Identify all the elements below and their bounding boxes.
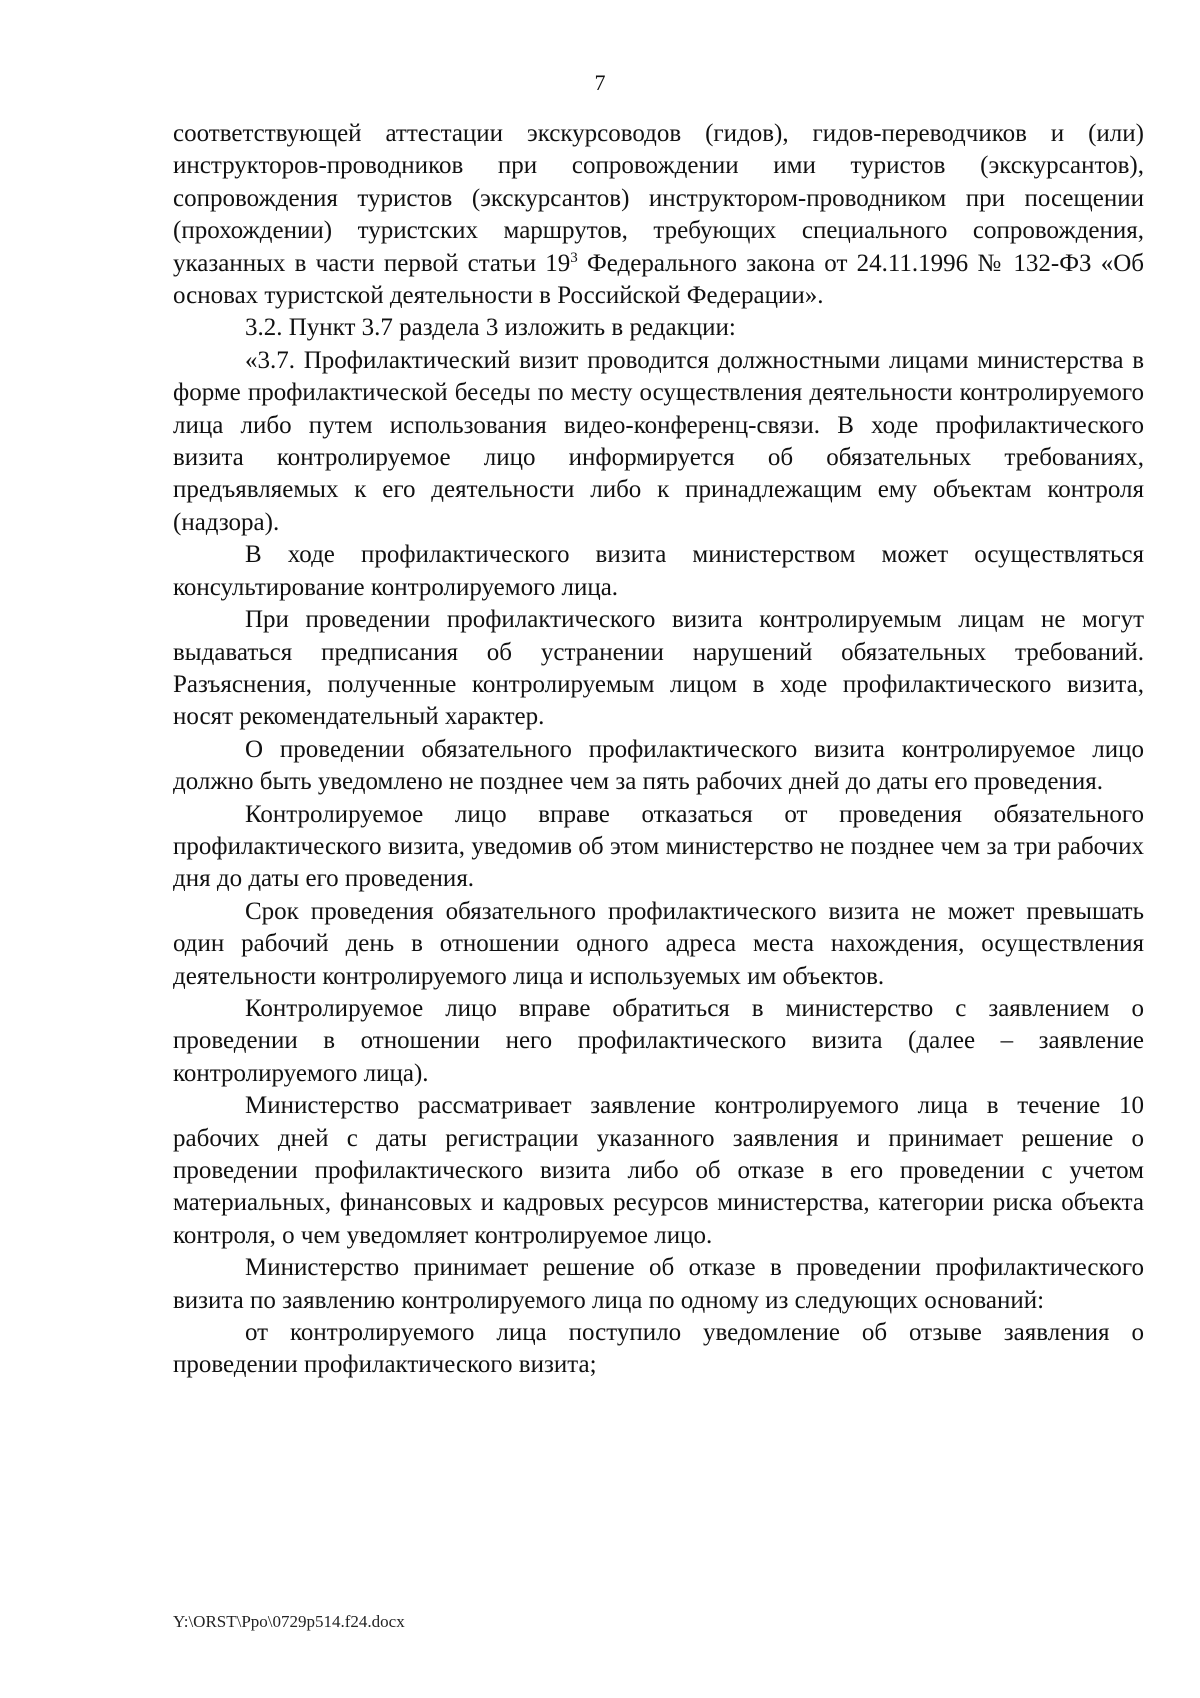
paragraph: О проведении обязательного профилактического визита контролируемое лицо должно быть уведомлено не позднее чем за пять рабочих дней до даты его проведения. bbox=[173, 735, 1144, 796]
paragraph: При проведении профилактического визита контролируемым лицам не могут выдаваться предписания об устранении нарушений обязательных требований. Разъяснения, полученные контролируемым лицом в ходе профилактического визита, носят рекомендательный характер. bbox=[173, 606, 1144, 731]
footer-file-path: Y:\ORST\Ppo\0729p514.f24.docx bbox=[173, 1612, 405, 1631]
paragraph: Министерство принимает решение об отказе в проведении профилактического визита по заявлению контролируемого лица по одному из следующих оснований: bbox=[173, 1254, 1144, 1314]
paragraph-text: Федерального закона от 24.11.1996 № 132-ФЗ «Об основах туристской деятельности в Российской Федерации». bbox=[173, 249, 1144, 310]
paragraph-text: соответствующей аттестации экскурсоводов (гидов), гидов-переводчиков и (или) инструкторов-проводников при сопровождении ими туристов (экскурсантов), сопровождения туристов (экскурсантов) инструктором-проводником при посещении (прохождении) туристских маршрутов, требующих специального сопровождения, указанных в части первой статьи 19 bbox=[173, 120, 1144, 277]
page-number: 7 bbox=[594, 70, 606, 95]
paragraph: Министерство рассматривает заявление контролируемого лица в течение 10 рабочих дней с даты регистрации указанного заявления и принимает решение о проведении профилактического визита либо об отказе в его проведении с учетом материальных, финансовых и кадровых ресурсов министерства, категории риска объекта контроля, о чем уведомляет контролируемое лицо. bbox=[173, 1092, 1144, 1249]
paragraph: Контролируемое лицо вправе обратиться в министерство с заявлением о проведении в отношении него профилактического визита (далее – заявление контролируемого лица). bbox=[173, 994, 1144, 1087]
document-body bbox=[173, 118, 1144, 1382]
paragraph: Контролируемое лицо вправе отказаться от проведения обязательного профилактического визита, уведомив об этом министерство не позднее чем за три рабочих дня до даты его проведения. bbox=[173, 800, 1144, 893]
paragraph: В ходе профилактического визита министерством может осуществляться консультирование контролируемого лица. bbox=[173, 541, 1144, 601]
amendment-heading: 3.2. Пункт 3.7 раздела 3 изложить в редакции: bbox=[245, 314, 736, 342]
paragraph: Срок проведения обязательного профилактического визита не может превышать один рабочий день в отношении одного адреса места нахождения, осуществления деятельности контролируемого лица и используемых им объектов. bbox=[173, 897, 1144, 990]
paragraph: от контролируемого лица поступило уведомление об отзыве заявления о проведении профилактического визита; bbox=[173, 1319, 1144, 1379]
superscript-article-index: 3 bbox=[570, 249, 578, 266]
paragraph-continuation bbox=[173, 118, 1144, 312]
paragraph: «3.7. Профилактический визит проводится должностными лицами министерства в форме профилактической беседы по месту осуществления деятельности контролируемого лица либо путем использования видео-конференц-связи. В ходе профилактического визита контролируемое лицо информируется об обязательных требованиях, предъявляемых к его деятельности либо к принадлежащим ему объектам контроля (надзора). bbox=[173, 346, 1144, 536]
